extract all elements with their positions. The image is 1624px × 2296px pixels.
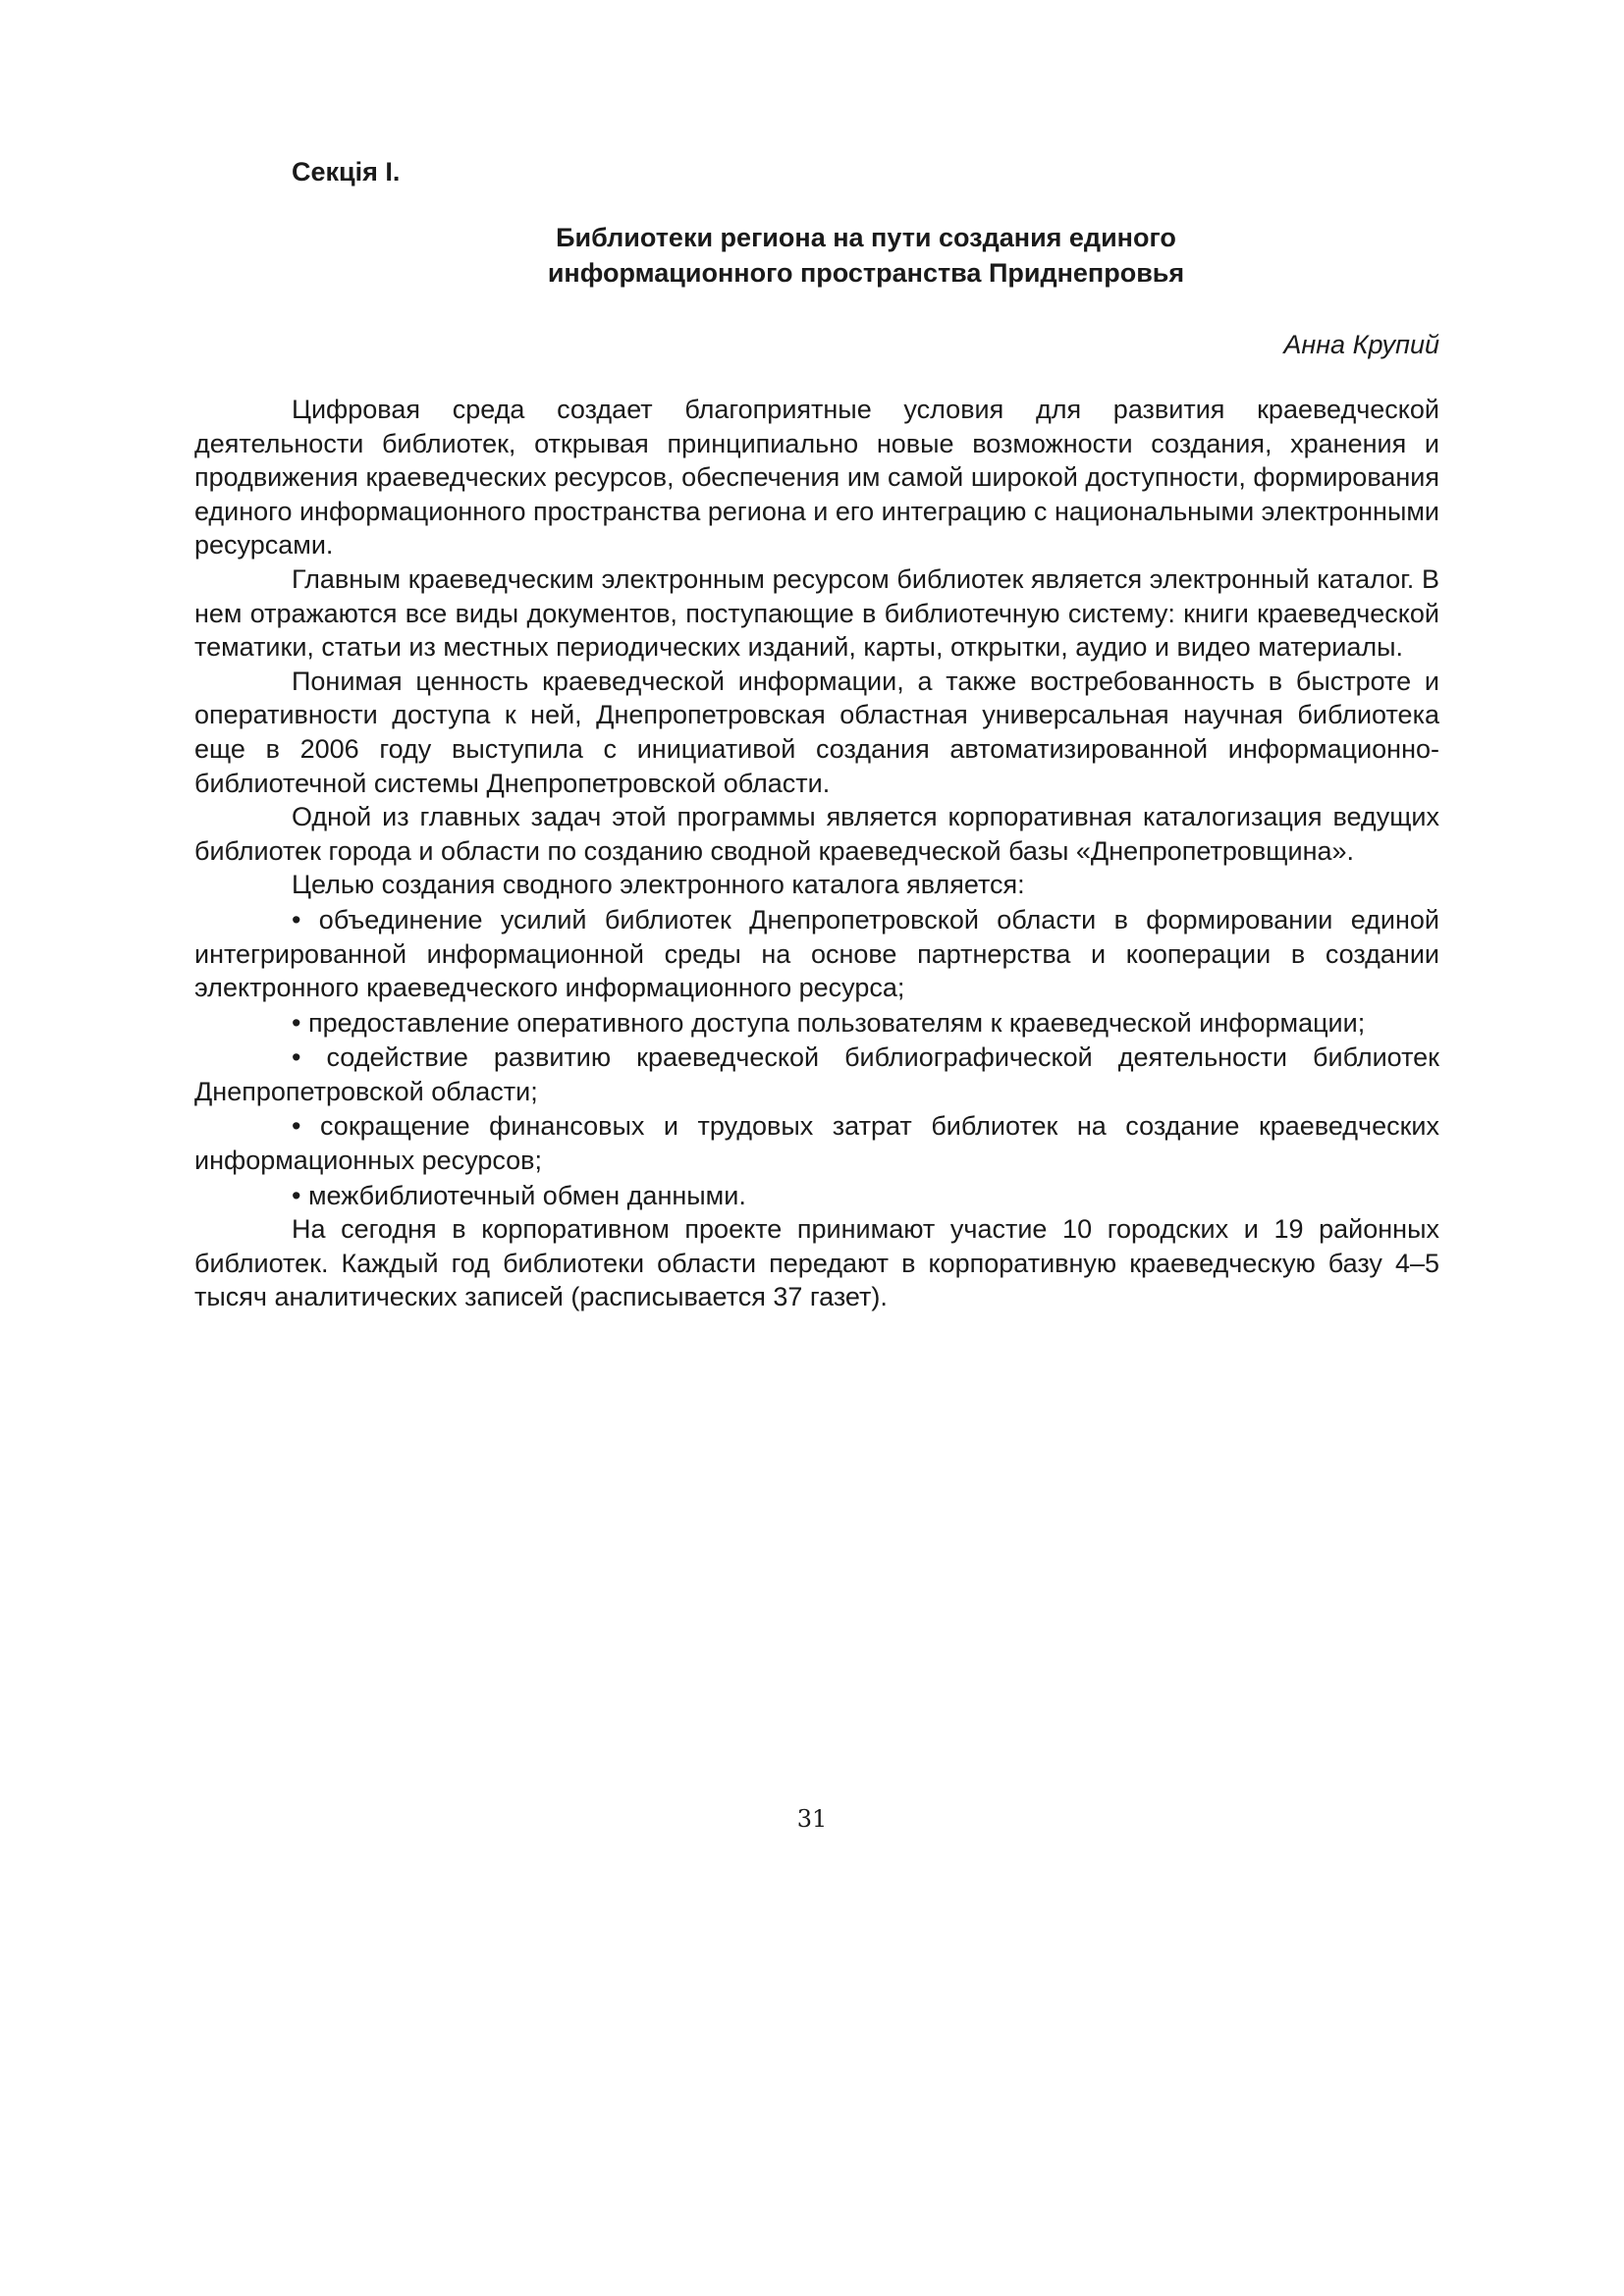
- article-body: [194, 393, 1439, 1314]
- article-title: [292, 220, 1440, 291]
- bullet-item-4: • сокращение финансовых и трудовых затрат библиотек на создание краеведческих информационных ресурсов;: [194, 1111, 1439, 1176]
- paragraph-2: Главным краеведческим электронным ресурсом библиотек является электронный каталог. В нем отражаются все виды документов, поступающие в библиотечную систему: книги краеведческой тематики, статьи из местных периодических изданий, карты, открытки, аудио и видео материалы.: [194, 563, 1439, 663]
- author-name: Анна Крупий: [1283, 330, 1439, 359]
- section-heading: Секція І.: [292, 157, 401, 187]
- paragraph-closing: На сегодня в корпоративном проекте принимают участие 10 городских и 19 районных библиотек. Каждый год библиотеки области передают в корпоративную краеведческую базу 4–5 тысяч аналитических записей (расписывается 37 газет).: [194, 1214, 1439, 1312]
- article-title-line-2: информационного пространства Приднепровья: [547, 258, 1185, 288]
- article-title-line-1: Библиотеки региона на пути создания единого: [556, 223, 1176, 252]
- paragraph-5: Целью создания сводного электронного каталога является:: [292, 870, 1025, 900]
- bullet-item-5: • межбиблиотечный обмен данными.: [292, 1180, 746, 1210]
- bullet-item-2: • предоставление оперативного доступа пользователям к краеведческой информации;: [292, 1007, 1366, 1038]
- paragraph-1: Цифровая среда создает благоприятные условия для развития краеведческой деятельности библиотек, открывая принципиально новые возможности создания, хранения и продвижения краеведческих ресурсов, обеспечения им самой широкой доступности, формирования единого информационного пространства региона и его интеграцию с национальными электронными ресурсами.: [194, 395, 1439, 561]
- paragraph-4: Одной из главных задач этой программы является корпоративная каталогизация ведущих библиотек города и области по созданию сводной краеведческой базы «Днепропетровщина».: [194, 802, 1439, 866]
- bullet-item-3: • содействие развитию краеведческой библиографической деятельности библиотек Днепропетровской области;: [194, 1042, 1439, 1106]
- bullet-item-1: • объединение усилий библиотек Днепропетровской области в формировании единой интегрированной информационной среды на основе партнерства и кооперации в создании электронного краеведческого информационного ресурса;: [194, 904, 1439, 1003]
- paragraph-3: Понимая ценность краеведческой информации, а также востребованность в быстроте и оперативности доступа к ней, Днепропетровская областная универсальная научная библиотека еще в 2006 году выступила с инициативой создания автоматизированной информационно-библиотечной системы Днепропетровской области.: [194, 666, 1439, 798]
- page-number: 31: [796, 1805, 828, 1833]
